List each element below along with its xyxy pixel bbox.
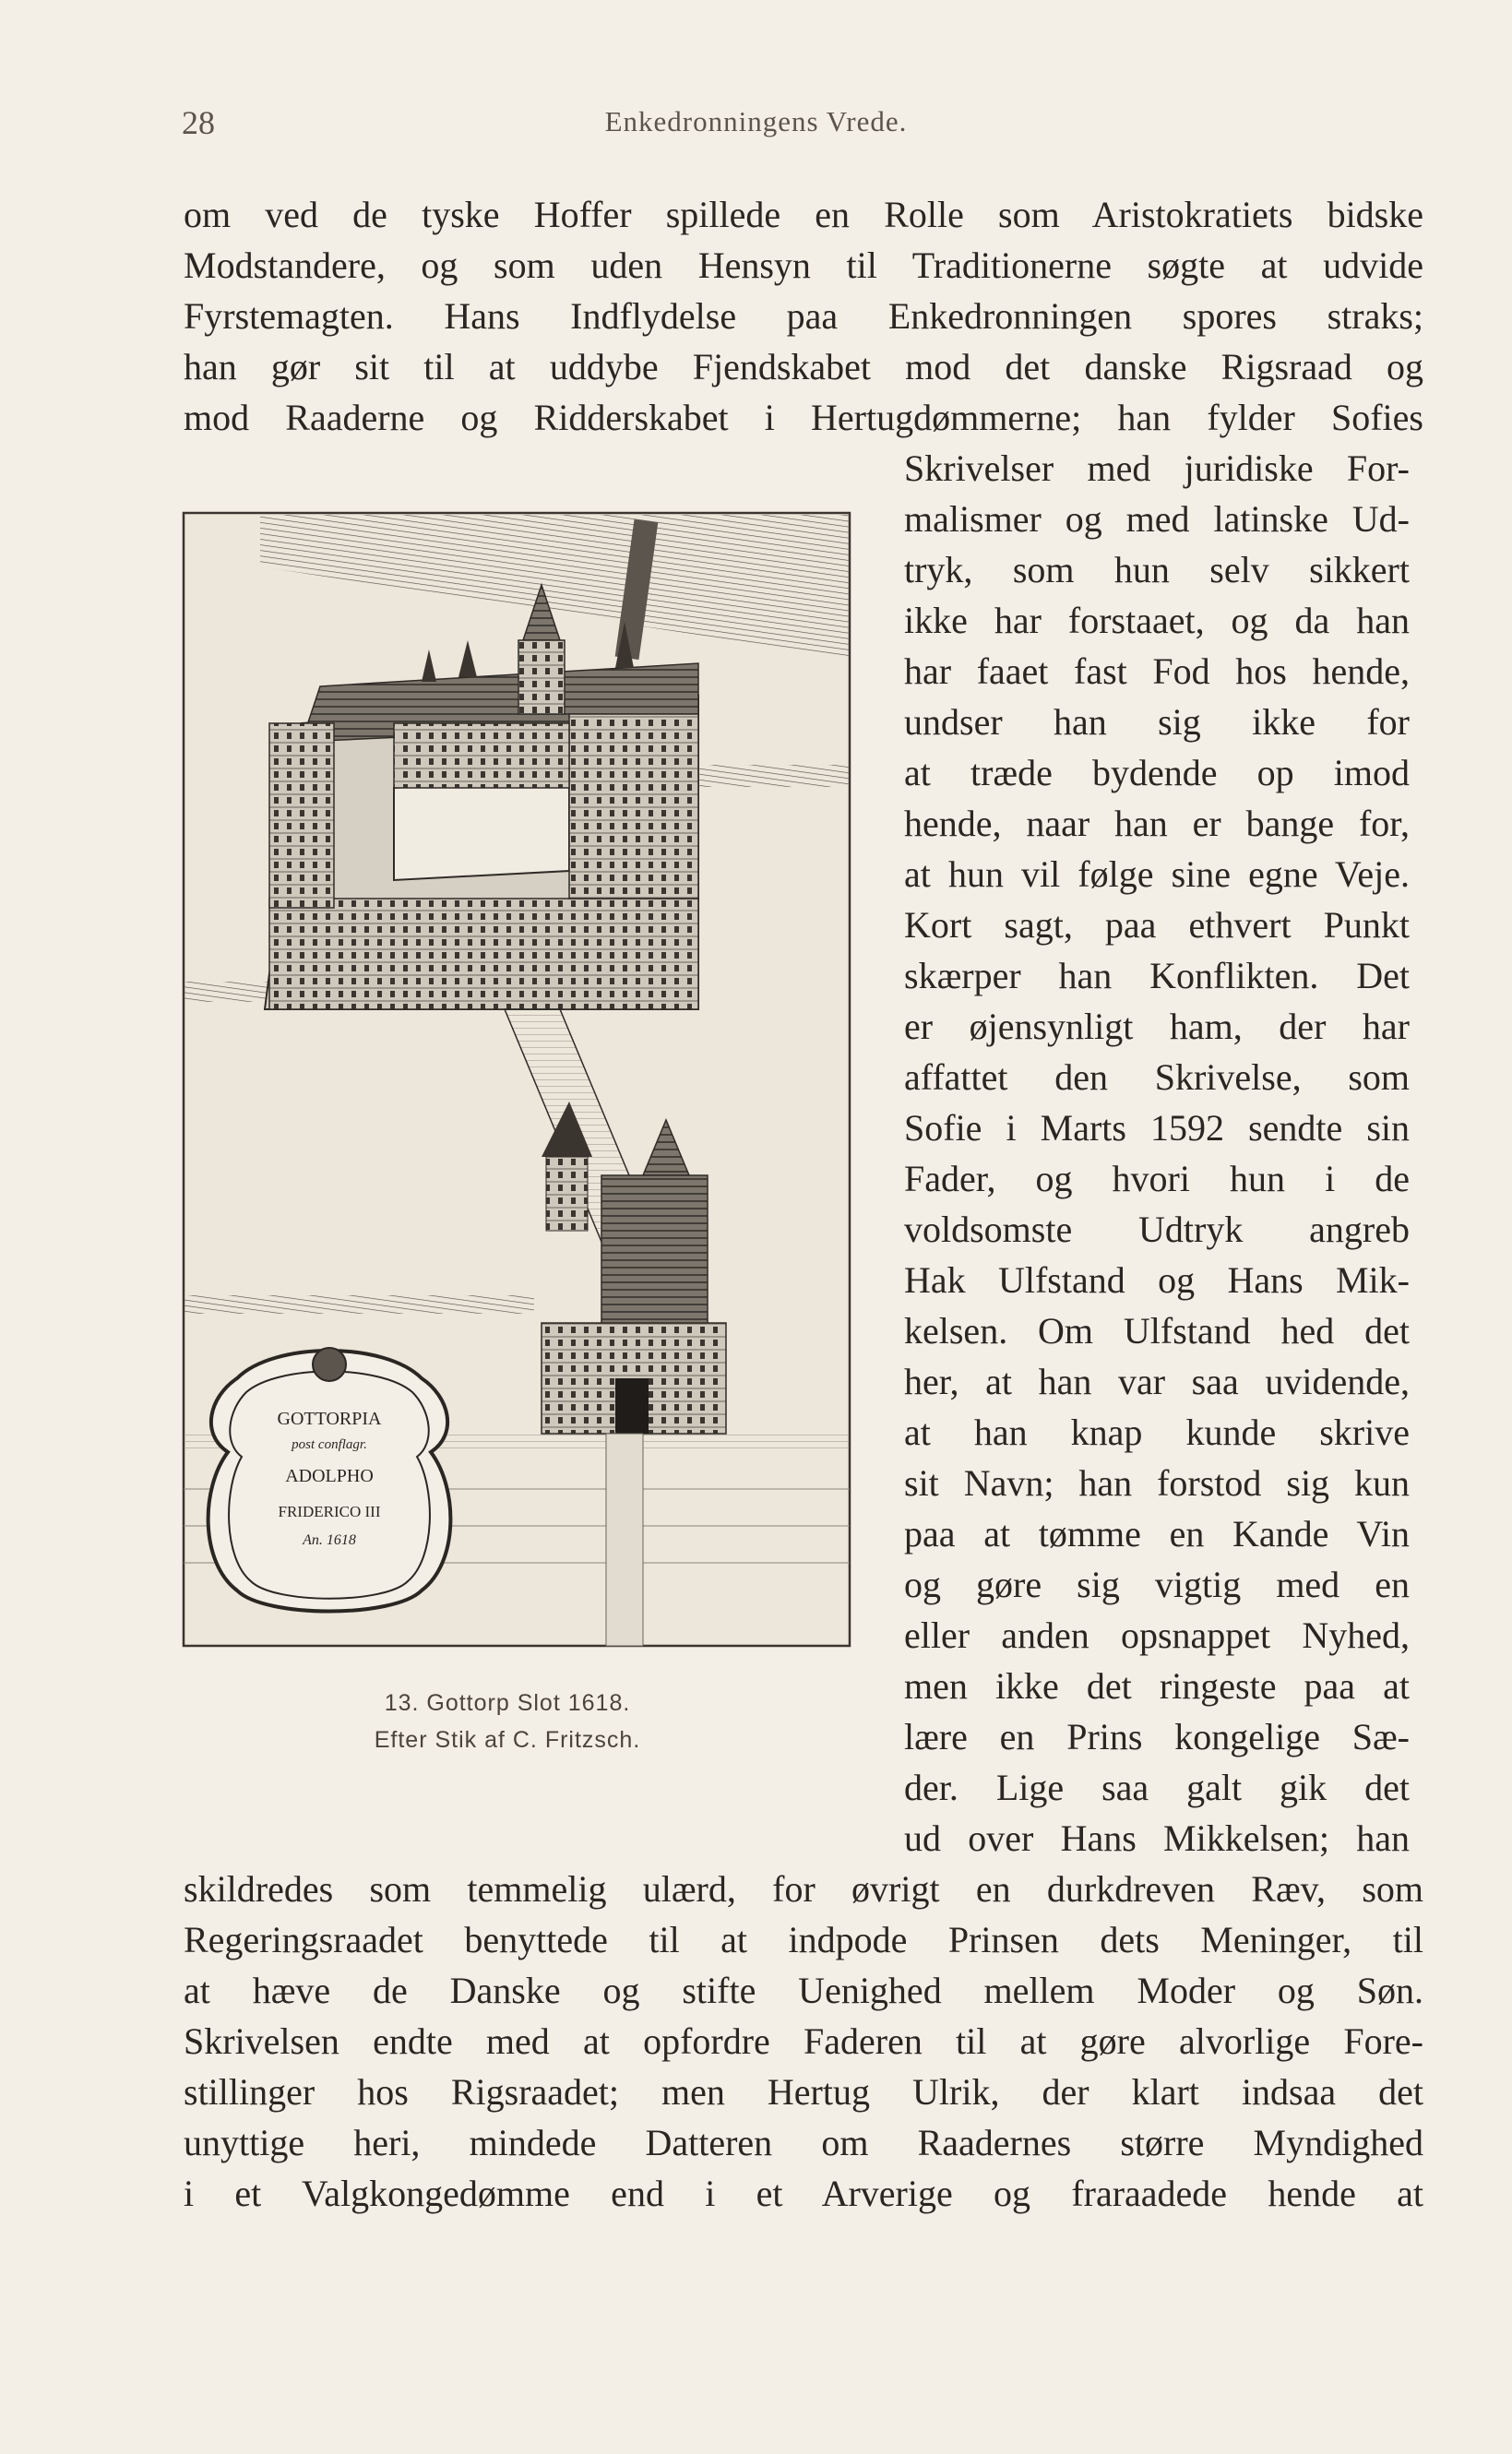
text-line: voldsomste Udtryk angreb: [904, 1209, 1410, 1250]
text-line: at han knap kunde skrive: [904, 1412, 1410, 1453]
text-line: men ikke det ringeste paa at: [904, 1665, 1410, 1707]
text-line: mod Raaderne og Ridderskabet i Hertugdømmerne; han fylder Sofies: [184, 397, 1423, 438]
cartouche-line: post conflagr.: [292, 1437, 367, 1452]
text-line: og gøre sig vigtig med en: [904, 1564, 1410, 1605]
text-line: han gør sit til at uddybe Fjendskabet mod det danske Rigsraad og: [184, 346, 1423, 387]
gottorp-castle-engraving: [182, 511, 851, 1648]
text-line: Kort sagt, paa ethvert Punkt: [904, 904, 1410, 946]
text-line: paa at tømme en Kande Vin: [904, 1513, 1410, 1555]
text-line: Modstandere, og som uden Hensyn til Traditionerne søgte at udvide: [184, 244, 1423, 286]
text-line: der. Lige saa galt gik det: [904, 1767, 1410, 1808]
text-line: undser han sig ikke for: [904, 701, 1410, 743]
cartouche-line: GOTTORPIA: [277, 1409, 382, 1429]
text-line: at hun vil følge sine egne Veje.: [904, 853, 1410, 895]
text-line: malismer og med latinske Ud-: [904, 498, 1410, 540]
text-line: Hak Ulfstand og Hans Mik-: [904, 1259, 1410, 1301]
text-line: Skrivelsen endte med at opfordre Faderen til at gøre alvorlige Fore-: [184, 2020, 1423, 2062]
text-line: skærper han Konflikten. Det: [904, 955, 1410, 996]
text-line: sit Navn; han forstod sig kun: [904, 1462, 1410, 1504]
cartouche-line: An. 1618: [303, 1532, 356, 1548]
text-line: Fader, og hvori hun i de: [904, 1158, 1410, 1199]
text-line: ikke har forstaaet, og da han: [904, 600, 1410, 641]
cartouche: [208, 1348, 451, 1612]
text-line: i et Valgkongedømme end i et Arverige og fraraadede hende at: [184, 2173, 1423, 2214]
page-number: 28: [182, 104, 215, 141]
figure-caption-line-2: Efter Stik af C. Fritzsch.: [374, 1727, 641, 1753]
text-line: affattet den Skrivelse, som: [904, 1056, 1410, 1098]
text-line: unyttige heri, mindede Datteren om Raadernes større Myndighed: [184, 2122, 1423, 2163]
cartouche-line: FRIDERICO III: [278, 1503, 381, 1520]
text-line: er øjensynligt ham, der har: [904, 1006, 1410, 1047]
text-line: eller anden opsnappet Nyhed,: [904, 1614, 1410, 1656]
text-line: kelsen. Om Ulfstand hed det: [904, 1310, 1410, 1352]
text-line: at træde bydende op imod: [904, 752, 1410, 793]
text-line: skildredes som temmelig ulærd, for øvrigt en durkdreven Ræv, som: [184, 1868, 1423, 1910]
running-title: Enkedronningens Vrede.: [604, 105, 908, 137]
text-line: Fyrstemagten. Hans Indflydelse paa Enkedronningen spores straks;: [184, 295, 1423, 337]
text-line: her, at han var saa uvidende,: [904, 1361, 1410, 1402]
text-line: hende, naar han er bange for,: [904, 803, 1410, 844]
text-line: at hæve de Danske og stifte Uenighed mellem Moder og Søn.: [184, 1970, 1423, 2011]
cartouche-line: ADOLPHO: [285, 1466, 374, 1486]
text-line: tryk, som hun selv sikkert: [904, 549, 1410, 590]
text-line: lære en Prins kongelige Sæ-: [904, 1716, 1410, 1757]
text-line: Regeringsraadet benyttede til at indpode Prinsen dets Meninger, til: [184, 1919, 1423, 1960]
text-line: stillinger hos Rigsraadet; men Hertug Ulrik, der klart indsaa det: [184, 2071, 1423, 2113]
text-line: om ved de tyske Hoffer spillede en Rolle som Aristokratiets bidske: [184, 194, 1423, 235]
text-line: Skrivelser med juridiske For-: [904, 447, 1410, 489]
text-line: Sofie i Marts 1592 sendte sin: [904, 1107, 1410, 1149]
figure-caption-line-1: 13. Gottorp Slot 1618.: [384, 1690, 631, 1716]
text-line: ud over Hans Mikkelsen; han: [904, 1817, 1410, 1859]
text-line: har faaet fast Fod hos hende,: [904, 650, 1410, 692]
